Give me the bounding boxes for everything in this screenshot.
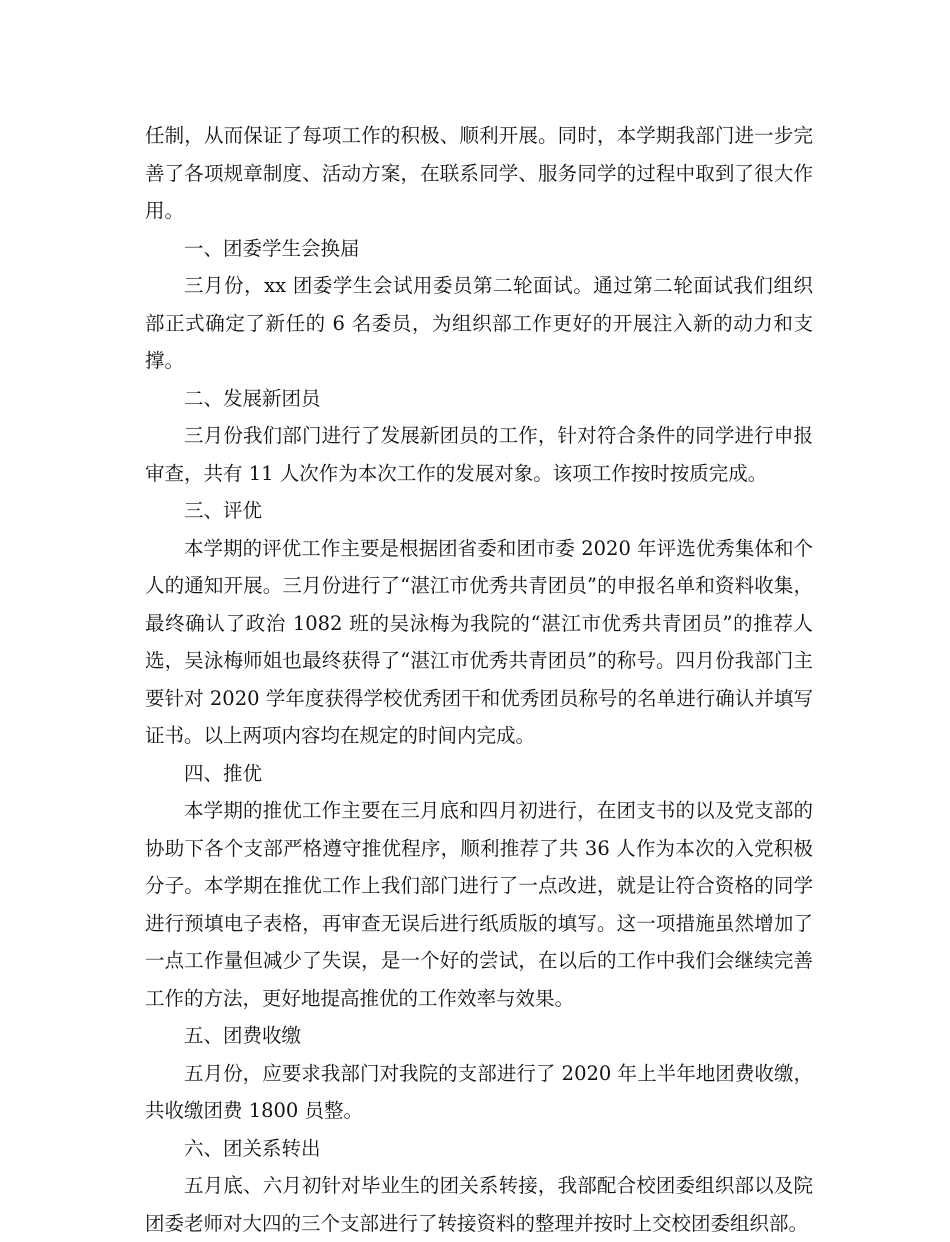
section-heading-5: 五、团费收缴 — [184, 1024, 302, 1047]
paragraph: 五月底、六月初针对毕业生的团关系转接，我部配合校团委组织部以及院团委老师对大四的三个支部进行了转接资料的整理并按时上交校团委组织部。 — [145, 1174, 813, 1235]
section-heading-4: 四、推优 — [184, 761, 263, 785]
paragraph: 本学期的推优工作主要在三月底和四月初进行，在团支书的以及党支部的协助下各个支部严格遵守推优程序，顺利推荐了共 36 人作为本次的入党积极分子。本学期在推优工作上我们部门进行了一点改进，就是让符合资格的同学进行预填电子表格，再审查无误后进行纸质版的填写。这一项措施虽然增加了一点工作量但减少了失误，是一个好的尝试，在以后的工作中我们会继续完善工作的方法，更好地提高推优的工作效率与效果。 — [145, 799, 813, 1010]
paragraph: 本学期的评优工作主要是根据团省委和团市委 2020 年评选优秀集体和个人的通知开展。三月份进行了“湛江市优秀共青团员”的申报名单和资料收集，最终确认了政治 1082 班的吴泳梅为我院的“湛江市优秀共青团员”的推荐人选，吴泳梅师姐也最终获得了“湛江市优秀共青团员”的称号。四月份我部门主要针对 2020 学年度获得学校优秀团干和优秀团员称号的名单进行确认并填写证书。以上两项内容均在规定的时间内完成。 — [145, 536, 813, 747]
section-heading-3: 三、评优 — [184, 499, 263, 522]
section-heading-2: 二、发展新团员 — [184, 386, 321, 410]
paragraph-continued: 任制，从而保证了每项工作的积极、顺利开展。同时，本学期我部门进一步完善了各项规章制度、活动方案，在联系同学、服务同学的过程中取到了很大作用。 — [145, 124, 813, 222]
paragraph: 五月份，应要求我部门对我院的支部进行了 2020 年上半年地团费收缴，共收缴团费 1800 员整。 — [145, 1061, 813, 1122]
paragraph: 三月份，xx 团委学生会试用委员第二轮面试。通过第二轮面试我们组织部正式确定了新任的 6 名委员，为组织部工作更好的开展注入新的动力和支撑。 — [145, 274, 813, 372]
document-body — [145, 117, 813, 1242]
section-heading-1: 一、团委学生会换届 — [184, 236, 360, 260]
paragraph: 三月份我们部门进行了发展新团员的工作，针对符合条件的同学进行申报审查，共有 11 人次作为本次工作的发展对象。该项工作按时按质完成。 — [145, 424, 813, 485]
section-heading-6: 六、团关系转出 — [184, 1136, 321, 1160]
